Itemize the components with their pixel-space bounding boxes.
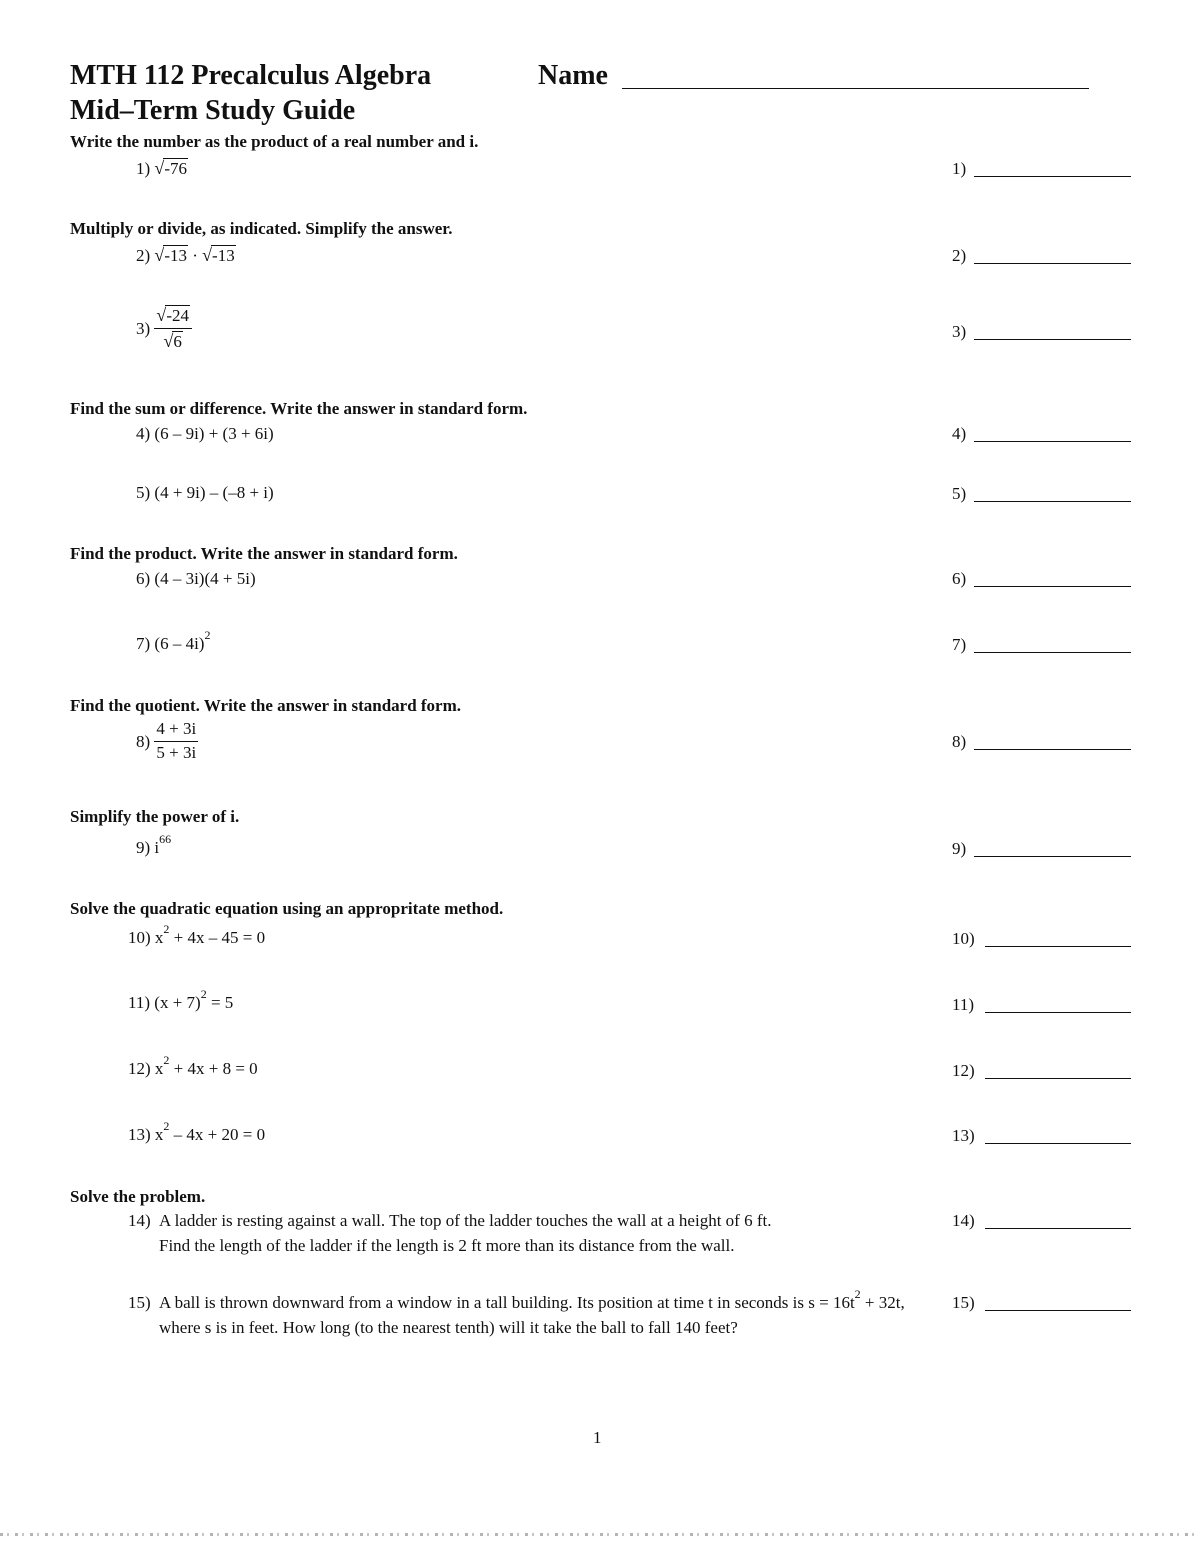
square-root: √ -13 <box>154 245 187 265</box>
square-root: √ -13 <box>202 245 235 265</box>
answer-label-6: 6) <box>952 569 967 588</box>
problem-3 <box>136 305 192 351</box>
instruction-power-of-i: Simplify the power of i. <box>70 807 240 826</box>
answer-blank-5[interactable] <box>974 501 1131 502</box>
radicand: 6 <box>173 331 182 351</box>
answer-label-1: 1) <box>952 159 967 178</box>
radicand: -24 <box>166 306 189 325</box>
instruction-multiply-divide: Multiply or divide, as indicated. Simplify the answer. <box>70 219 453 238</box>
exponent: 2 <box>163 1053 170 1068</box>
radicand: -13 <box>164 246 187 265</box>
answer-blank-8[interactable] <box>974 749 1131 750</box>
problem-number: 1) <box>136 159 151 178</box>
problem-number: 8) <box>136 731 151 751</box>
problem-5 <box>136 484 274 501</box>
instruction-quadratic: Solve the quadratic equation using an appropritate method. <box>70 899 504 918</box>
answer-label-14: 14) <box>952 1211 975 1230</box>
problem-1 <box>136 158 188 177</box>
problem-number: 6) <box>136 569 151 588</box>
problem-text-start: A ball is thrown downward from a window in a tall building. Its position at time t in seconds is s = 16t <box>159 1293 855 1312</box>
answer-label-9: 9) <box>952 839 967 858</box>
expression: (4 – 3i)(4 + 5i) <box>154 569 256 588</box>
problem-14-number: 14) <box>128 1211 151 1230</box>
problem-number: 2) <box>136 246 151 265</box>
answer-blank-12[interactable] <box>985 1078 1131 1079</box>
course-title: MTH 112 Precalculus Algebra <box>70 60 432 91</box>
radicand: -13 <box>212 246 235 265</box>
expression-base: (6 – 4i) <box>154 634 205 653</box>
problem-11 <box>128 987 234 1012</box>
instruction-quotient: Find the quotient. Write the answer in standard form. <box>70 696 462 715</box>
name-label: Name <box>538 60 608 91</box>
instruction-write-product: Write the number as the product of a real number and i. <box>70 132 479 151</box>
fraction <box>154 305 192 351</box>
answer-label-4: 4) <box>952 424 967 443</box>
problem-6 <box>136 570 256 587</box>
problem-number: 12) <box>128 1059 151 1078</box>
answer-blank-13[interactable] <box>985 1143 1131 1144</box>
page-number: 1 <box>593 1428 602 1447</box>
answer-blank-1[interactable] <box>974 176 1131 177</box>
problem-15-text <box>159 1287 919 1340</box>
problem-15-number: 15) <box>128 1293 151 1312</box>
answer-blank-14[interactable] <box>985 1228 1131 1229</box>
answer-label-2: 2) <box>952 246 967 265</box>
answer-blank-15[interactable] <box>985 1310 1131 1311</box>
problem-number: 5) <box>136 483 151 502</box>
problem-9 <box>136 832 172 857</box>
exponent: 2 <box>163 922 170 937</box>
expression-base: x <box>154 1125 164 1144</box>
problem-number: 13) <box>128 1125 151 1144</box>
answer-blank-2[interactable] <box>974 263 1131 264</box>
problem-4 <box>136 425 274 442</box>
instruction-sum-difference: Find the sum or difference. Write the answer in standard form. <box>70 399 528 418</box>
problem-14-line-1: A ladder is resting against a wall. The top of the ladder touches the wall at a height of 6 ft. <box>159 1211 772 1230</box>
answer-blank-3[interactable] <box>974 339 1131 340</box>
expression-base: x <box>154 1059 164 1078</box>
answer-blank-10[interactable] <box>985 946 1131 947</box>
fraction <box>154 720 198 762</box>
problem-text-end: + 32t, where s is in feet. How long (to the nearest tenth) will it take the ball to fall 140 feet? <box>159 1293 905 1337</box>
expression: (6 – 9i) + (3 + 6i) <box>154 424 274 443</box>
instruction-solve-problem: Solve the problem. <box>70 1187 206 1206</box>
expression: (4 + 9i) – (–8 + i) <box>154 483 274 502</box>
answer-label-13: 13) <box>952 1126 975 1145</box>
exponent: 66 <box>159 832 172 847</box>
problem-13 <box>128 1119 266 1144</box>
expression-base: (x + 7) <box>154 993 201 1012</box>
exponent: 2 <box>200 987 207 1002</box>
problem-2 <box>136 245 236 264</box>
multiply-dot: · <box>192 246 198 265</box>
problem-number: 11) <box>128 993 151 1012</box>
exponent: 2 <box>163 1119 170 1134</box>
expression-base: i <box>154 838 160 857</box>
problem-7 <box>136 628 211 653</box>
answer-label-5: 5) <box>952 484 967 503</box>
answer-label-11: 11) <box>952 995 975 1014</box>
square-root: √ -76 <box>154 158 187 178</box>
exponent: 2 <box>854 1287 861 1302</box>
square-root: √ 6 <box>163 330 182 351</box>
radicand: -76 <box>164 159 187 178</box>
answer-label-8: 8) <box>952 732 967 751</box>
problem-number: 3) <box>136 318 151 338</box>
name-field[interactable] <box>622 88 1089 89</box>
answer-label-7: 7) <box>952 635 967 654</box>
answer-label-3: 3) <box>952 322 967 341</box>
answer-blank-4[interactable] <box>974 441 1131 442</box>
expression-rest: – 4x + 20 = 0 <box>169 1125 266 1144</box>
exponent: 2 <box>204 628 211 643</box>
answer-label-15: 15) <box>952 1293 975 1312</box>
page-subtitle: Mid–Term Study Guide <box>70 95 356 126</box>
square-root: √ -24 <box>156 305 189 325</box>
problem-number: 4) <box>136 424 151 443</box>
problem-number: 10) <box>128 928 151 947</box>
answer-blank-9[interactable] <box>974 856 1131 857</box>
answer-blank-6[interactable] <box>974 586 1131 587</box>
problem-12 <box>128 1053 258 1078</box>
problem-number: 7) <box>136 634 151 653</box>
problem-number: 9) <box>136 838 151 857</box>
expression-base: x <box>154 928 164 947</box>
numerator: 4 + 3i <box>154 720 198 742</box>
expression-rest: + 4x + 8 = 0 <box>169 1059 258 1078</box>
answer-blank-7[interactable] <box>974 652 1131 653</box>
answer-blank-11[interactable] <box>985 1012 1131 1013</box>
instruction-product: Find the product. Write the answer in standard form. <box>70 544 458 563</box>
denominator: 5 + 3i <box>156 742 197 762</box>
expression-rest: + 4x – 45 = 0 <box>169 928 266 947</box>
problem-10 <box>128 922 266 947</box>
problem-8 <box>136 720 198 762</box>
answer-label-10: 10) <box>952 929 975 948</box>
expression-rest: = 5 <box>206 993 234 1012</box>
answer-label-12: 12) <box>952 1061 975 1080</box>
scan-artifact-strip <box>0 1533 1200 1536</box>
problem-14-line-2: Find the length of the ladder if the length is 2 ft more than its distance from the wall. <box>159 1236 735 1255</box>
